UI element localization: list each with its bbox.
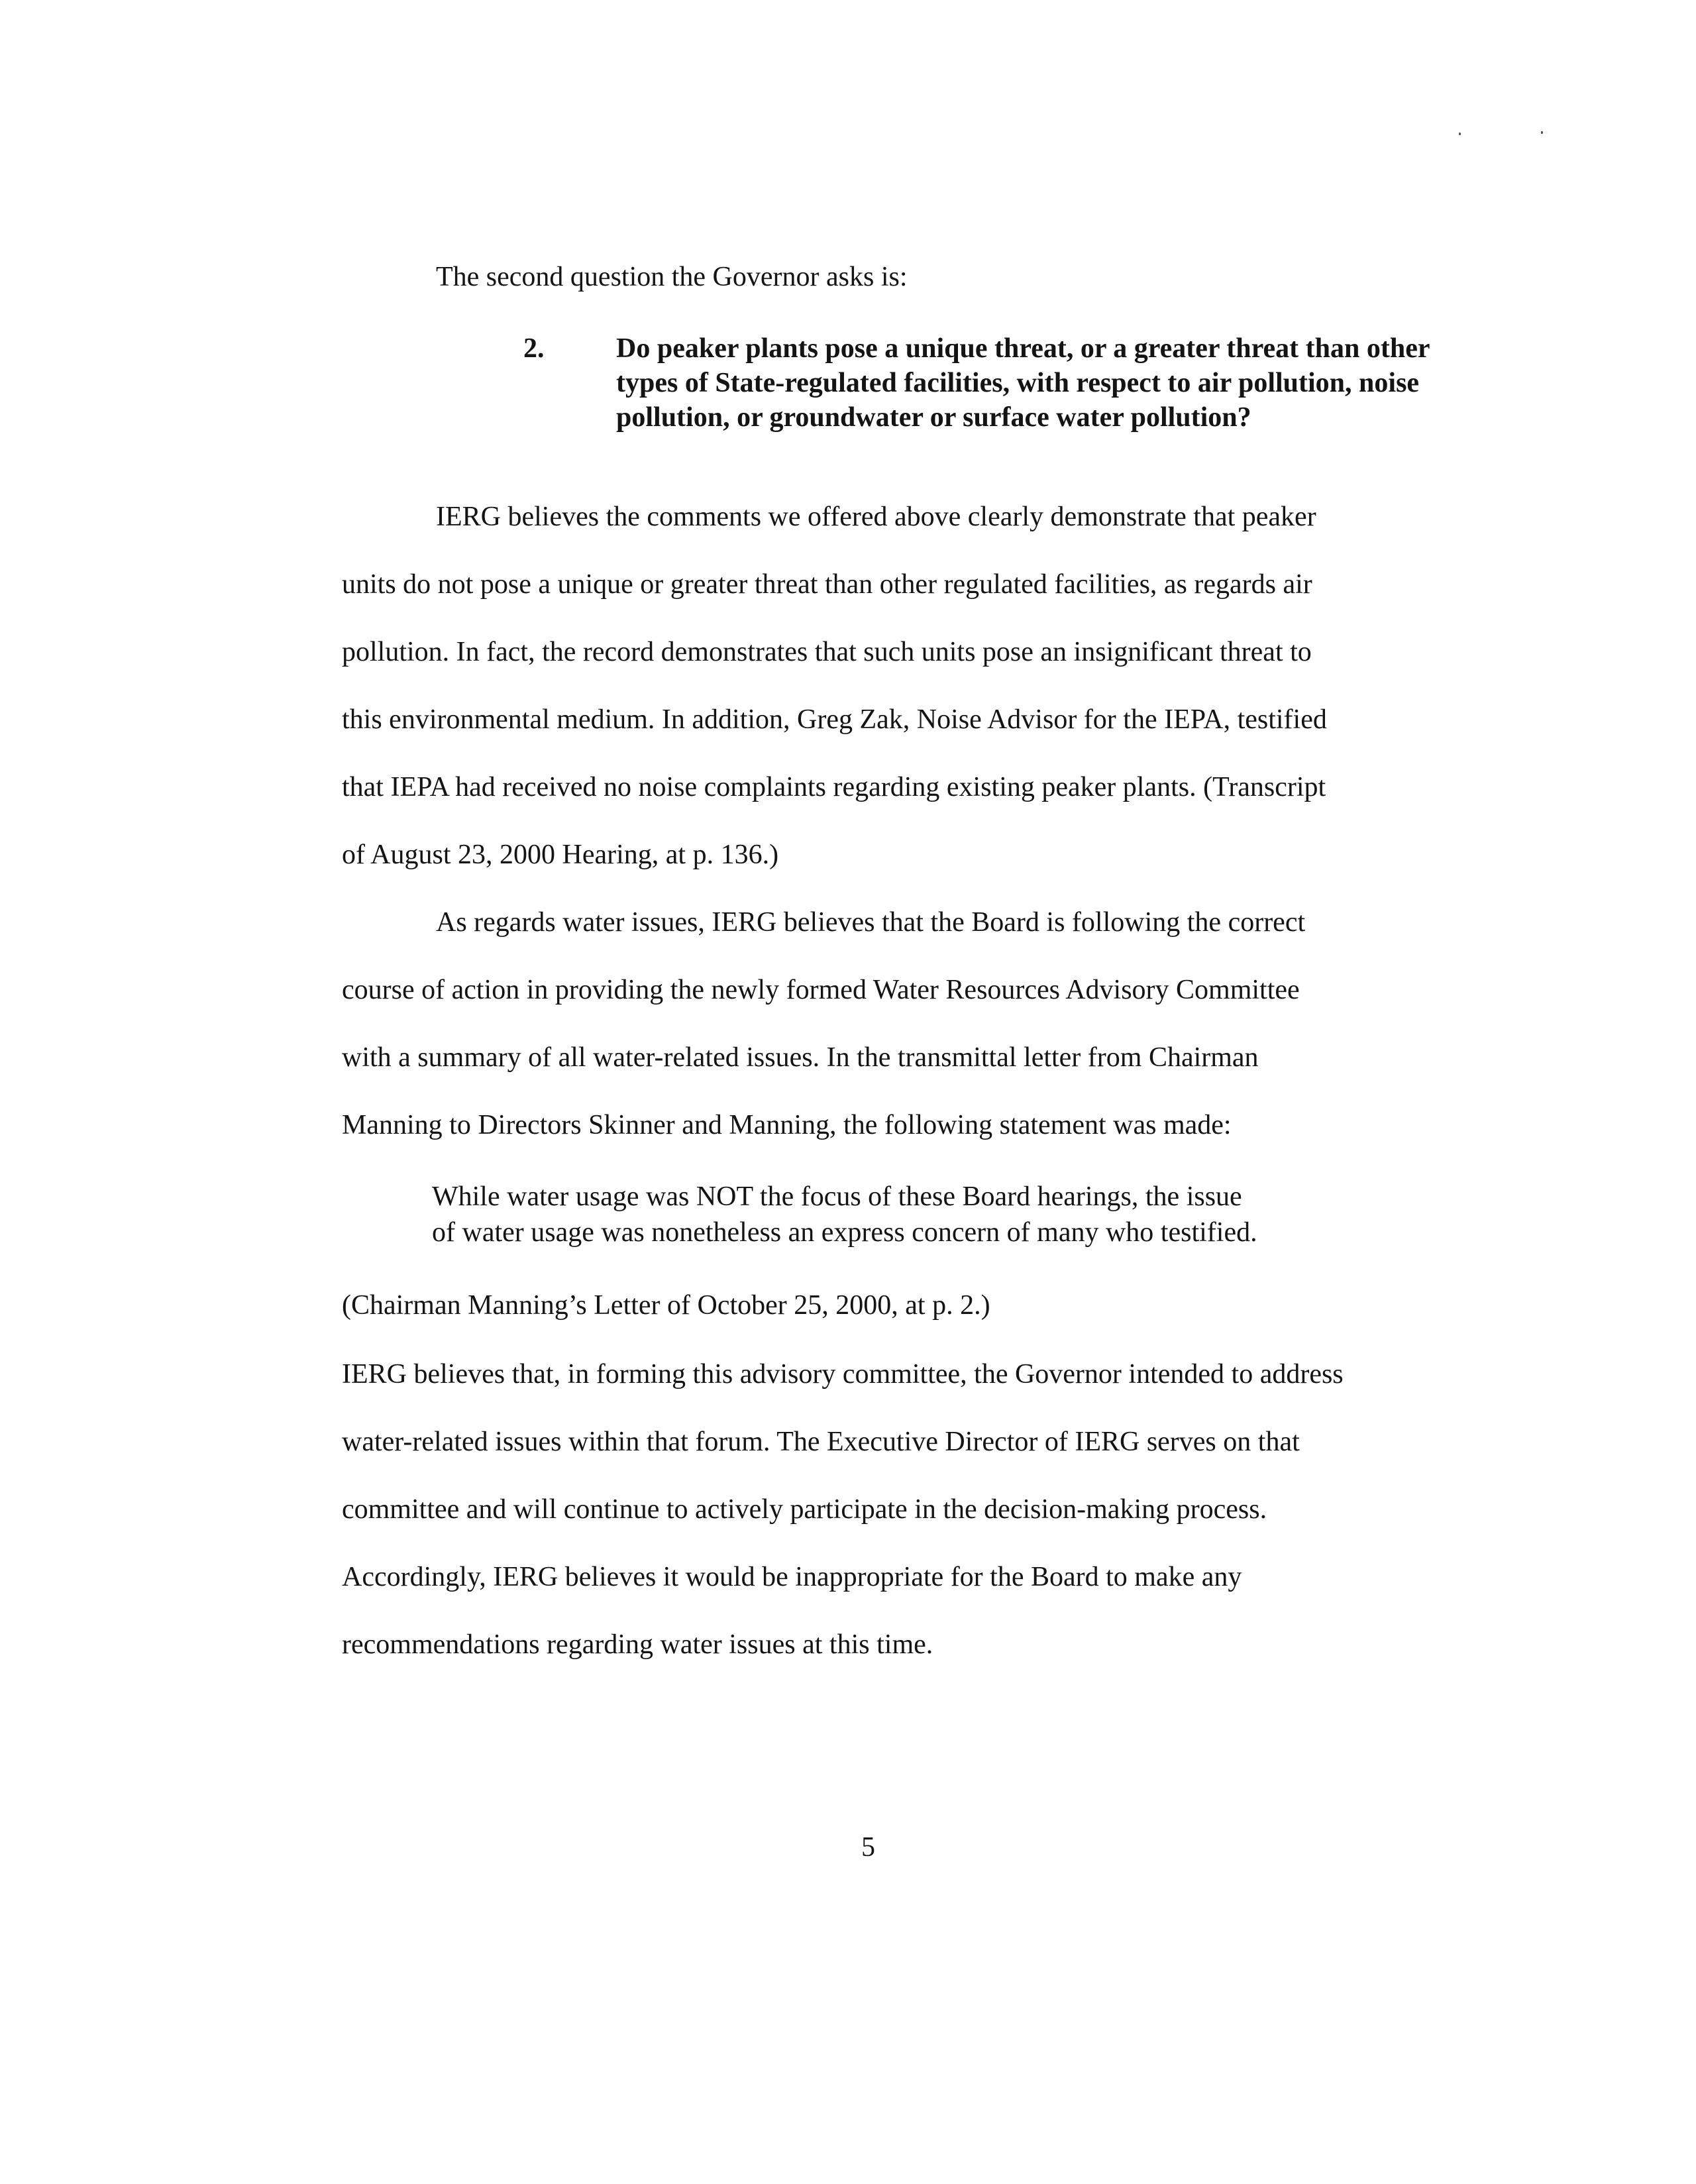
- paragraph1-line: this environmental medium. In addition, Greg Zak, Noise Advisor for the IEPA, testified: [342, 704, 1327, 735]
- paragraph3-line: IERG believes that, in forming this advisory committee, the Governor intended to address: [342, 1359, 1344, 1390]
- paragraph1-line: IERG believes the comments we offered above clearly demonstrate that peaker: [436, 502, 1316, 532]
- scan-speck: [1459, 133, 1461, 135]
- paragraph2-line: Manning to Directors Skinner and Manning, the following statement was made:: [342, 1110, 1232, 1140]
- block-quote-line: While water usage was NOT the focus of these Board hearings, the issue: [432, 1181, 1242, 1212]
- question-text: Do peaker plants pose a unique threat, or a greater threat than other types of State-regulated facilities, with respect to air pollution, noise pollution, or groundwater or surface water pollution?: [616, 333, 1430, 433]
- intro-line: The second question the Governor asks is:: [436, 262, 908, 292]
- paragraph1-line: units do not pose a unique or greater threat than other regulated facilities, as regards air: [342, 569, 1312, 600]
- paragraph2-line: with a summary of all water-related issues. In the transmittal letter from Chairman: [342, 1042, 1259, 1073]
- paragraph3-line: recommendations regarding water issues at this time.: [342, 1629, 933, 1660]
- paragraph1-line: pollution. In fact, the record demonstrates that such units pose an insignificant threat to: [342, 637, 1312, 667]
- paragraph2-line: course of action in providing the newly formed Water Resources Advisory Committee: [342, 975, 1300, 1005]
- paragraph3-line: water-related issues within that forum. The Executive Director of IERG serves on that: [342, 1427, 1300, 1457]
- paragraph2-line: As regards water issues, IERG believes that the Board is following the correct: [436, 907, 1306, 938]
- citation: (Chairman Manning’s Letter of October 25, 2000, at p. 2.): [342, 1290, 990, 1321]
- page-number: 5: [861, 1832, 875, 1863]
- question-number: 2.: [523, 333, 545, 364]
- scan-speck: [1541, 131, 1543, 134]
- block-quote-line: of water usage was nonetheless an express concern of many who testified.: [432, 1217, 1257, 1248]
- paragraph3-line: committee and will continue to actively participate in the decision-making process.: [342, 1494, 1267, 1525]
- paragraph1-line: of August 23, 2000 Hearing, at p. 136.): [342, 840, 779, 870]
- paragraph1-line: that IEPA had received no noise complaints regarding existing peaker plants. (Transcript: [342, 772, 1326, 802]
- paragraph3-line: Accordingly, IERG believes it would be inappropriate for the Board to make any: [342, 1562, 1242, 1592]
